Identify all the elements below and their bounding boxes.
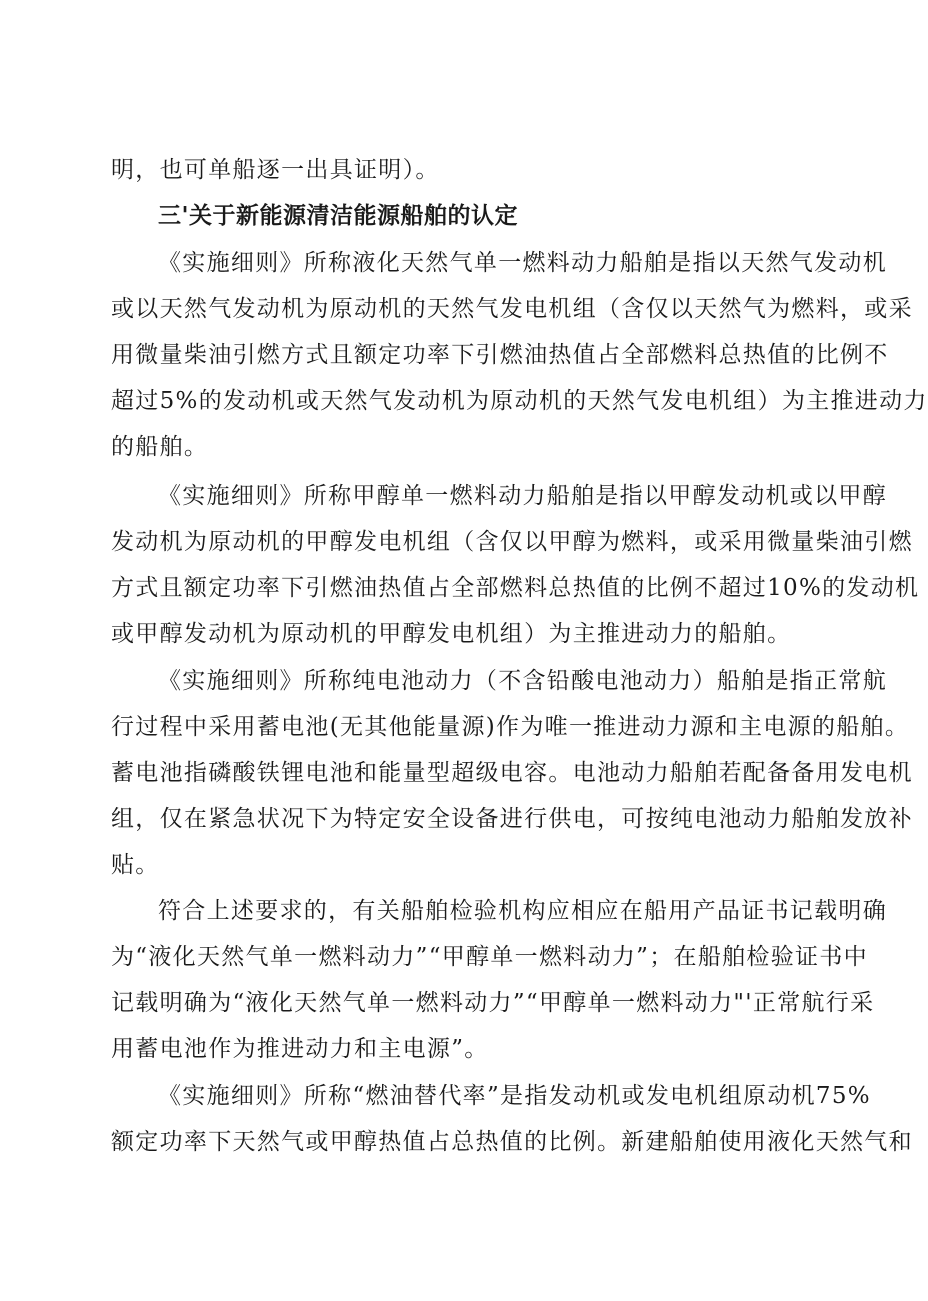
paragraph-line: 明，也可单船逐一出具证明）。 — [111, 157, 440, 183]
paragraph-line: 为“液化天然气单一燃料动力”“甲醇单一燃料动力”；在船舶检验证书中 — [111, 944, 868, 970]
paragraph-line: 组，仅在紧急状况下为特定安全设备进行供电，可按纯电池动力船舶发放补 — [111, 806, 913, 832]
paragraph-line: 行过程中采用蓄电池(无其他能量源)作为唯一推进动力源和主电源的船舶。 — [111, 714, 910, 740]
paragraph-line: 超过5%的发动机或天然气发动机为原动机的天然气发电机组）为主推进动力 — [111, 388, 928, 414]
section-heading: 三'关于新能源清洁能源船舶的认定 — [158, 203, 519, 229]
paragraph-line: 贴。 — [111, 852, 160, 878]
paragraph-line: 《实施细则》所称液化天然气单一燃料动力船舶是指以天然气发动机 — [158, 250, 887, 276]
paragraph-line: 《实施细则》所称甲醇单一燃料动力船舶是指以甲醇发动机或以甲醇 — [158, 483, 887, 509]
paragraph-line: 用蓄电池作为推进动力和主电源”。 — [111, 1036, 489, 1062]
paragraph-line: 蓄电池指磷酸铁锂电池和能量型超级电容。电池动力船舶若配备备用发电机 — [111, 760, 913, 786]
paragraph-line: 的船舶。 — [111, 434, 209, 460]
paragraph-line: 方式且额定功率下引燃油热值占全部燃料总热值的比例不超过10%的发动机 — [111, 575, 920, 601]
paragraph-line: 或以天然气发动机为原动机的天然气发电机组（含仅以天然气为燃料，或采 — [111, 296, 913, 322]
paragraph-line: 或甲醇发动机为原动机的甲醇发电机组）为主推进动力的船舶。 — [111, 621, 792, 647]
paragraph-line: 《实施细则》所称纯电池动力（不含铅酸电池动力）船舶是指正常航 — [158, 668, 887, 694]
paragraph-line: 发动机为原动机的甲醇发电机组（含仅以甲醇为燃料，或采用微量柴油引燃 — [111, 529, 913, 555]
paragraph-line: 额定功率下天然气或甲醇热值占总热值的比例。新建船舶使用液化天然气和 — [111, 1129, 913, 1155]
paragraph-line: 符合上述要求的，有关船舶检验机构应相应在船用产品证书记载明确 — [158, 898, 887, 924]
paragraph-line: 《实施细则》所称“燃油替代率”是指发动机或发电机组原动机75% — [158, 1083, 871, 1109]
paragraph-line: 用微量柴油引燃方式且额定功率下引燃油热值占全部燃料总热值的比例不 — [111, 342, 889, 368]
paragraph-line: 记载明确为“液化天然气单一燃料动力”“甲醇单一燃料动力"'正常航行采 — [111, 990, 875, 1016]
